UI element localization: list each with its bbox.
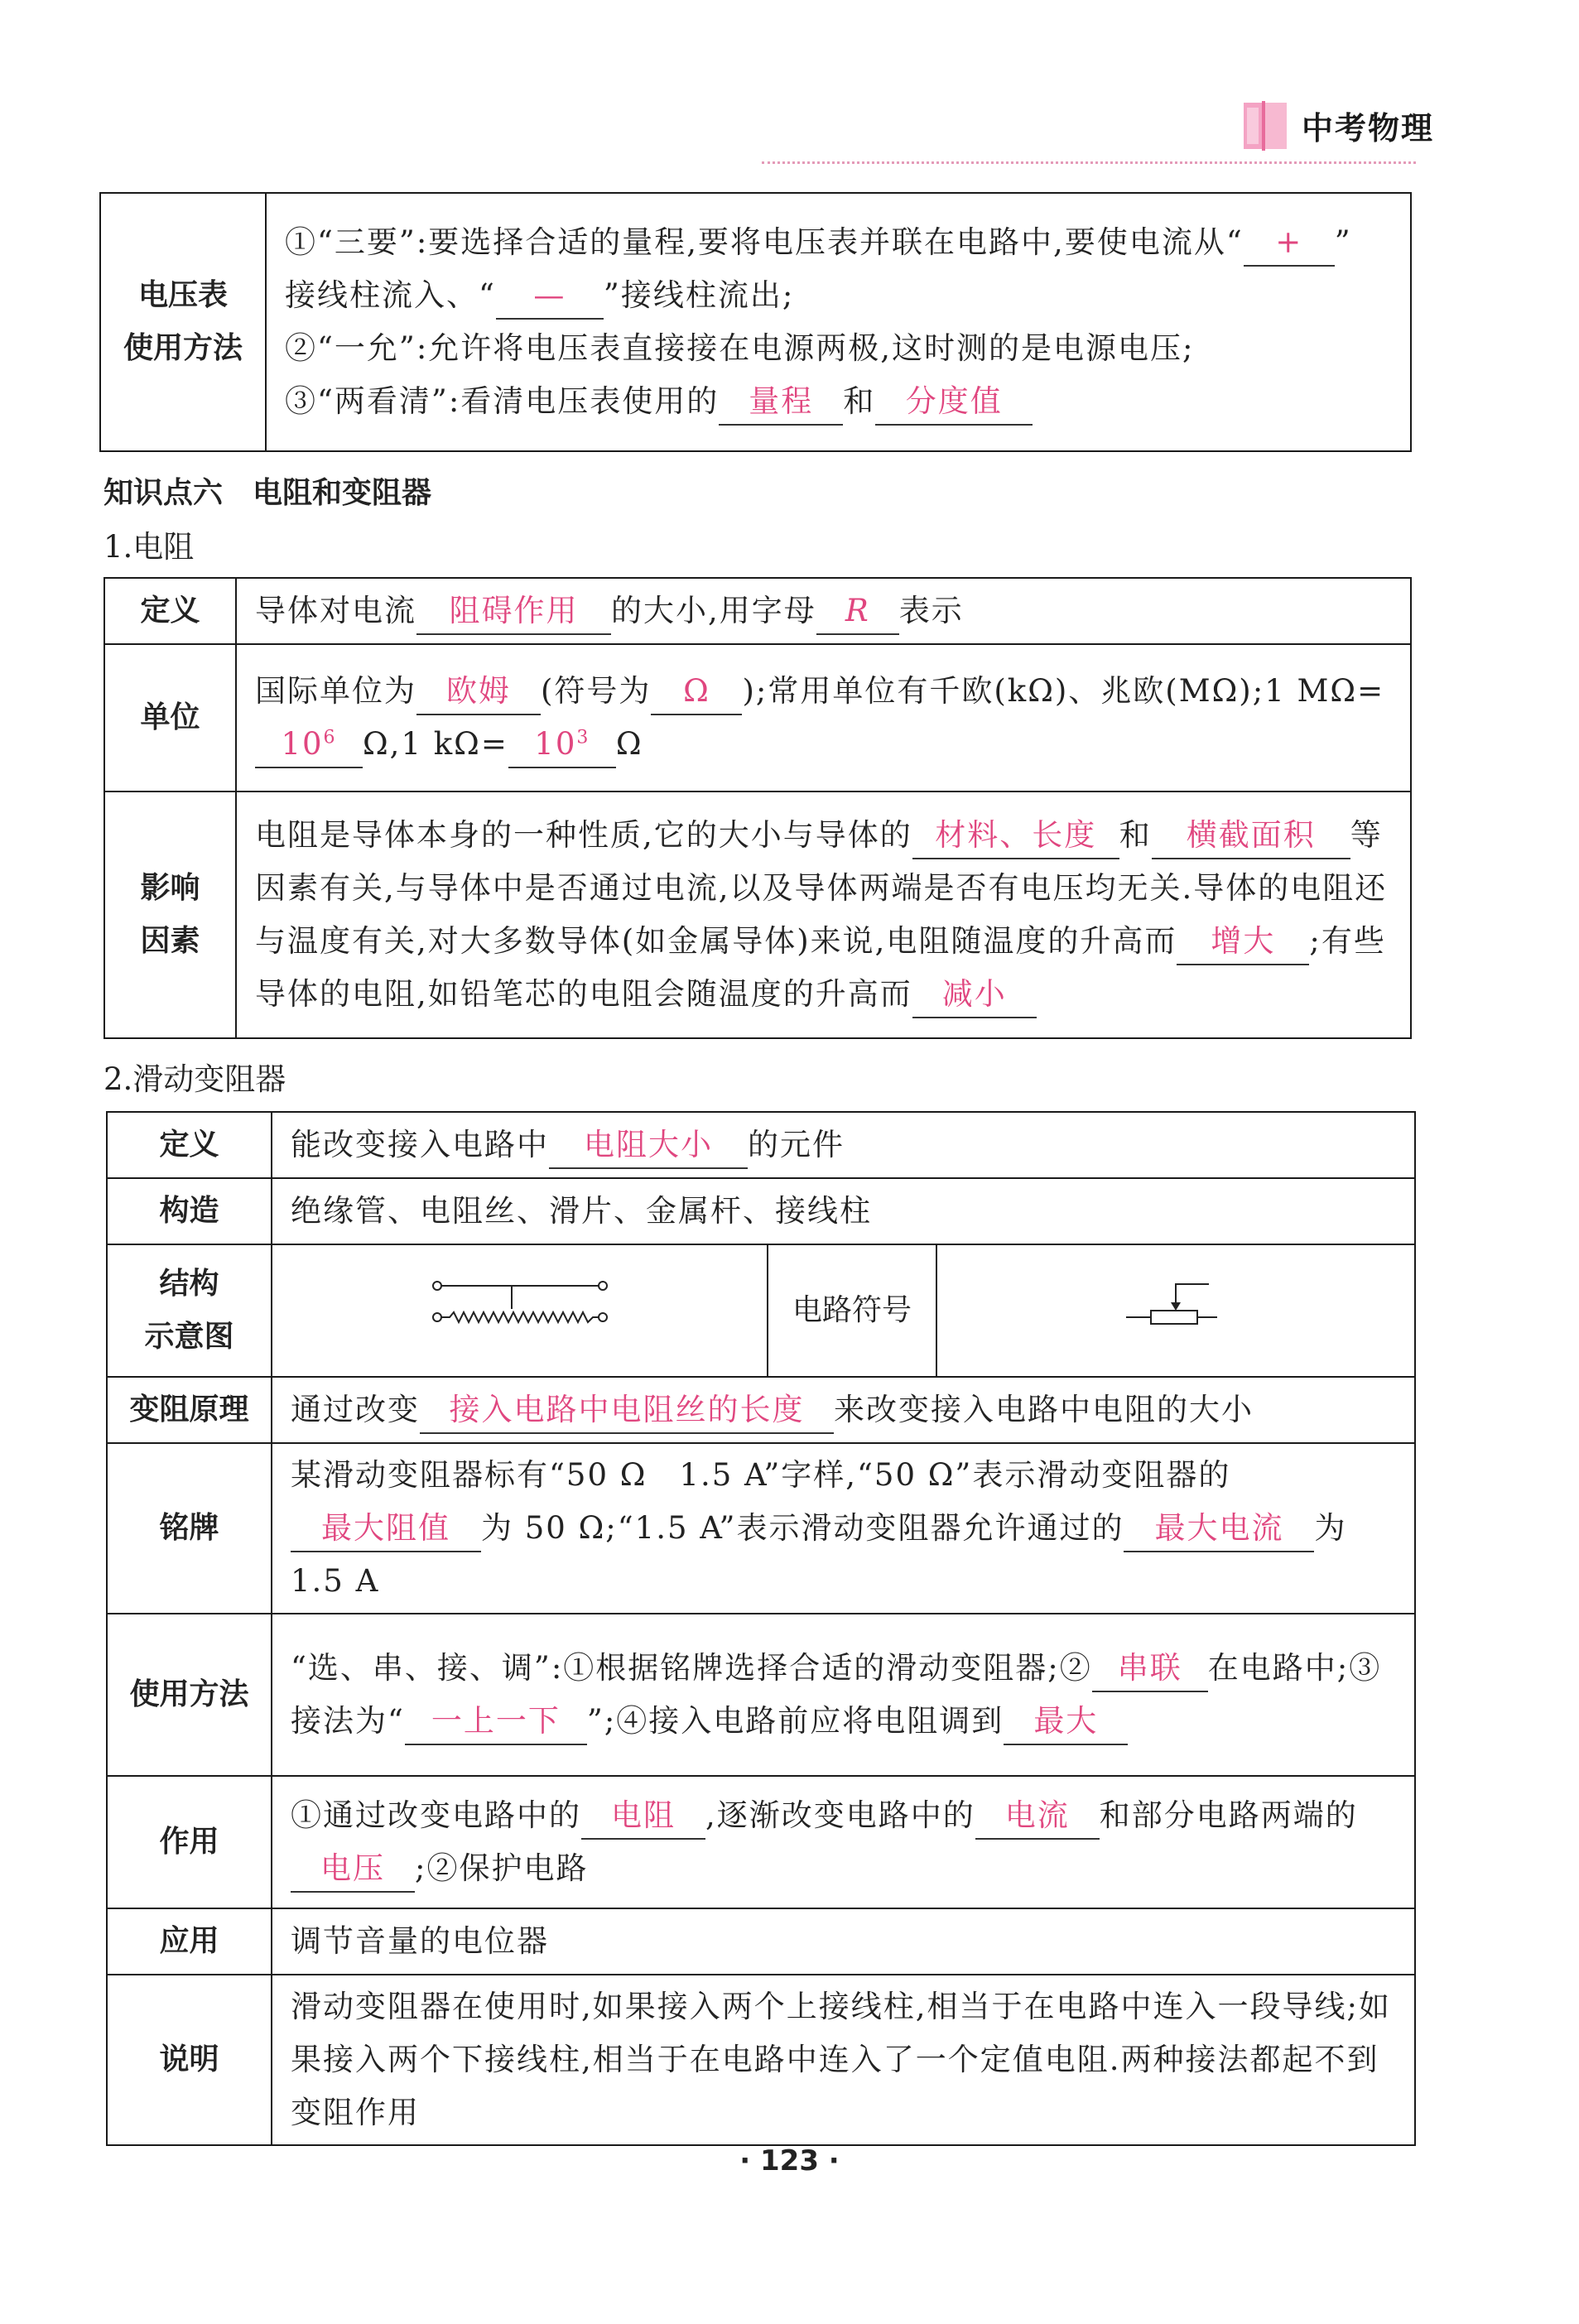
answer-current: 电流	[975, 1793, 1100, 1840]
answer-negative: —	[496, 273, 604, 320]
answer-voltage: 电压	[291, 1846, 415, 1893]
row-label-note: 说明	[107, 1975, 272, 2145]
rheostat-note: 滑动变阻器在使用时,如果接入两个上接线柱,相当于在电路中连入一段导线;如果接入两个下接线柱,相当于在电路中连入了一个定值电阻.两种接法都起不到变阻作用	[272, 1975, 1415, 2145]
rheostat-definition: 能改变接入电路中 电阻大小 的元件	[272, 1112, 1415, 1178]
answer-scale: 分度值	[875, 379, 1033, 426]
answer-omega: Ω	[651, 669, 742, 715]
rheostat-application: 调节音量的电位器	[272, 1908, 1415, 1975]
answer-cross-section: 横截面积	[1152, 813, 1350, 859]
header-title: 中考物理	[1301, 109, 1434, 147]
answer-series: 串联	[1092, 1646, 1208, 1692]
answer-one-up-one-down: 一上一下	[405, 1699, 587, 1745]
answer-ohm: 欧姆	[416, 669, 541, 715]
answer-hinder: 阻碍作用	[416, 589, 611, 635]
section-heading: 知识点六 电阻和变阻器	[104, 476, 432, 510]
resistance-factors: 电阻是导体本身的一种性质,它的大小与导体的 材料、长度 和 横截面积 等因素有关,与导体中是否通过电流,以及导体两端是否有电压均无关.导体的电阻还与温度有关,对大多数导体(如金属导体)来说,电阻随温度的升高而 增大 ;有些导体的电阻,如铅笔芯的电阻会随温度的升高而 减小	[236, 792, 1411, 1038]
rheostat-structure-diagram	[272, 1244, 768, 1377]
answer-maximum: 最大	[1004, 1699, 1128, 1745]
rheostat-principle: 通过改变 接入电路中电阻丝的长度 来改变接入电路中电阻的大小	[272, 1377, 1415, 1443]
rheostat-usage: “选、串、接、调”:①根据铭牌选择合适的滑动变阻器;② 串联 在电路中;③接法为“ 一上一下 ”;④接入电路前应将电阻调到 最大	[272, 1614, 1415, 1776]
resistance-unit: 国际单位为 欧姆 (符号为 Ω );常用单位有千欧(kΩ)、兆欧(MΩ);1 MΩ= $10^6$ Ω,1 $k\Omega= 10^3$ Ω	[236, 644, 1411, 792]
answer-ten-3: $10^3$	[508, 722, 616, 768]
header-divider	[762, 161, 1416, 164]
rheostat-structure: 绝缘管、电阻丝、滑片、金属杆、接线柱	[272, 1178, 1415, 1244]
answer-positive: +	[1244, 220, 1335, 267]
rheostat-nameplate: 某滑动变阻器标有“50 Ω 1.5 A”字样,“50 Ω”表示滑动变阻器的最大阻值 为 50 Ω;“1.5 A”表示滑动变阻器允许通过的 最大电流 为 1.5 A	[272, 1443, 1415, 1614]
row-label-diagram: 结构 示意图	[107, 1244, 272, 1377]
row-label-effect: 作用	[107, 1776, 272, 1908]
row-label-application: 应用	[107, 1908, 272, 1975]
subsection-resistance: 1.电阻	[104, 529, 195, 565]
row-label-definition: 定义	[107, 1112, 272, 1178]
book-icon	[1240, 98, 1290, 152]
row-label-unit: 单位	[104, 644, 236, 792]
row-label-principle: 变阻原理	[107, 1377, 272, 1443]
answer-range: 量程	[719, 379, 843, 426]
voltmeter-content	[266, 193, 1411, 451]
answer-wire-length: 接入电路中电阻丝的长度	[420, 1388, 834, 1434]
rheostat-symbol-drawing	[1126, 1269, 1225, 1335]
voltmeter-rule-1: ①“三要”:要选择合适的量程,要将电压表并联在电路中,要使电流从“ + ” 接线柱流入、“ — ”接线柱流出;	[285, 216, 1397, 322]
answer-resistance: 电阻	[581, 1793, 705, 1840]
row-label-factors: 影响 因素	[104, 792, 236, 1038]
answer-max-current: 最大电流	[1124, 1506, 1314, 1552]
voltmeter-label-line2: 使用方法	[123, 331, 243, 365]
voltmeter-label-line1: 电压表	[137, 278, 228, 312]
symbol-label: 电路符号	[768, 1244, 936, 1377]
voltmeter-table	[99, 192, 1412, 452]
rheostat-diagram-drawing	[429, 1269, 611, 1335]
answer-decrease: 减小	[912, 972, 1037, 1018]
voltmeter-rule-2: ②“一允”:允许将电压表直接接在电源两极,这时测的是电源电压;	[285, 330, 1195, 366]
answer-material-length: 材料、长度	[912, 813, 1119, 859]
rheostat-effect: ①通过改变电路中的 电阻 ,逐渐改变电路中的 电流 和部分电路两端的电压 ;②保护电路	[272, 1776, 1415, 1908]
answer-symbol-r: R	[816, 589, 899, 635]
voltmeter-rule-3: ③“两看清”:看清电压表使用的 量程 和 分度值	[285, 375, 1397, 428]
row-label-usage: 使用方法	[107, 1614, 272, 1776]
voltmeter-label	[100, 193, 266, 451]
subsection-rheostat: 2.滑动变阻器	[104, 1061, 286, 1097]
rheostat-table	[106, 1111, 1416, 2146]
answer-ten-6: $10^6$	[255, 722, 363, 768]
answer-resistance-size: 电阻大小	[549, 1123, 748, 1169]
page-header	[1240, 98, 1434, 152]
row-label-structure: 构造	[107, 1178, 272, 1244]
row-label-nameplate: 铭牌	[107, 1443, 272, 1614]
answer-max-resistance: 最大阻值	[291, 1506, 481, 1552]
page-number: · 123 ·	[739, 2144, 840, 2177]
answer-increase: 增大	[1177, 919, 1309, 965]
row-label-definition: 定义	[104, 578, 236, 644]
rheostat-circuit-symbol	[936, 1244, 1415, 1377]
resistance-definition: 导体对电流 阻碍作用 的大小,用字母 R 表示	[236, 578, 1411, 644]
resistance-table	[104, 577, 1412, 1039]
